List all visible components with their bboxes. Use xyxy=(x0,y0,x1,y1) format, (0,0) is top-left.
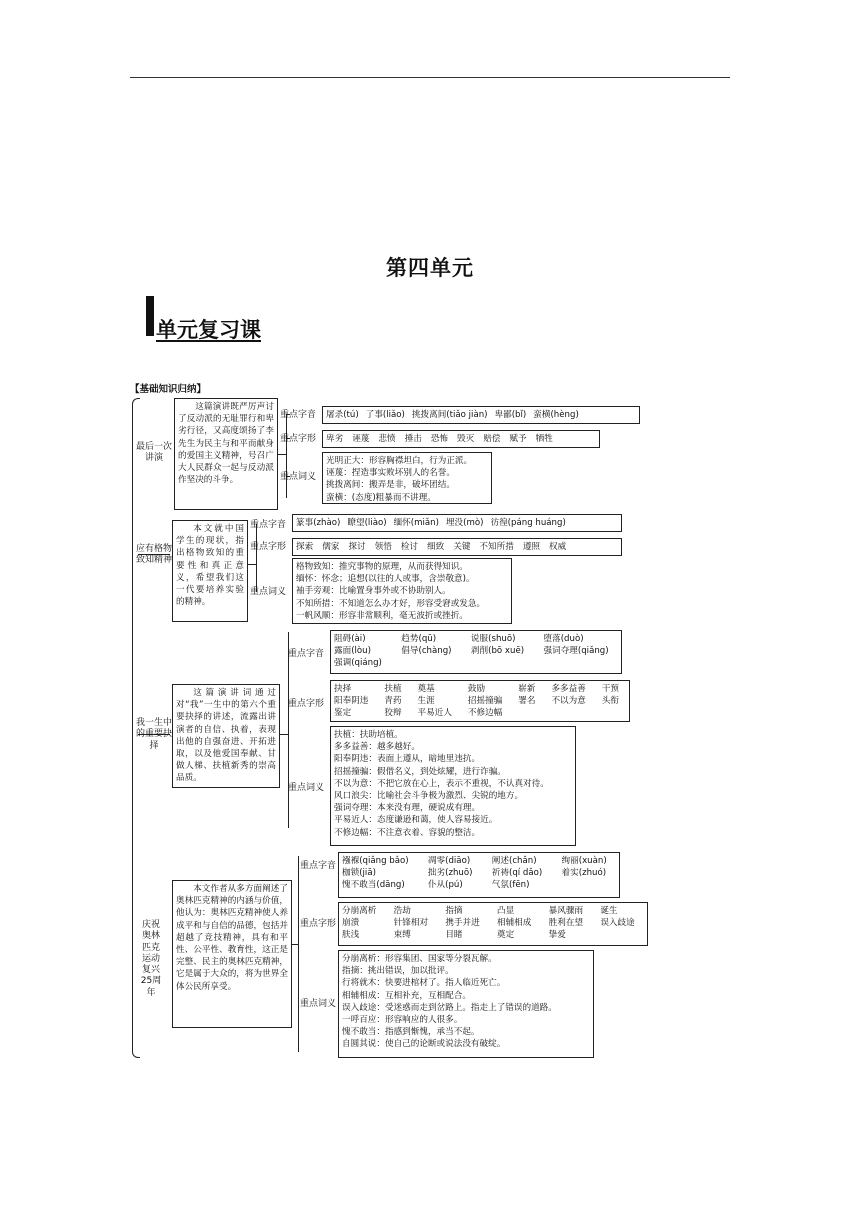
unit-summary: 本文作者从多方面阐述了奥林匹克精神的内涵与价值，他认为：奥林匹克精神使人养成平和与自信的品德，包括并超越了竞技精神，具有和平性、公平性、教育性，这正是完整、民主的奥林匹克精神，它是属于大众的，将为世界全体公民所享受。 xyxy=(172,880,292,1028)
vocab-box: 分崩离析：形容集团、国家等分裂瓦解。 指摘：挑出错误，加以批评。 行将就木：快要进棺材了。指人临近死亡。 相辅相成：互相补充，互相配合。 误入歧途：受迷惑而走到岔路上。指走上了错误的道路。 一呼百应：形容响应的人很多。 愧不敢当：指感到惭愧，承当不起。 自圆其说：使自己的论断或说法没有破绽。 xyxy=(338,950,594,1058)
shape-box: 抉择 扶植 奠基 鼓励 崭新 多多益善 干预 阳奉阴违 青药 生涯 招摇撞骗 署名 不以为意 头衔 鉴定 狡辩 平易近人 不修边幅 xyxy=(330,680,630,722)
pronunciation-box: 阻碍(ài) 趋势(qū) 说服(shuō) 堕落(duò) 露面(lòu) 倡导(chàng) 剥削(bō xuē) 强词夺理(qiǎng) 强调(qiáng) xyxy=(330,630,622,674)
category-pronunciation: 重点字音 xyxy=(250,520,287,530)
unit-label: 最后一次讲演 xyxy=(136,442,173,464)
unit-label: 应有格物致知精神 xyxy=(136,544,173,566)
category-pronunciation: 重点字音 xyxy=(300,861,337,871)
shape-box: 探索 儒家 探讨 领悟 检讨 细致 关键 不知所措 遵照 权威 xyxy=(292,538,622,556)
section-header: 【基础知识归纳】 xyxy=(130,384,207,395)
pronunciation-box: 襁褓(qiǎng bǎo) 凋零(diāo) 阐述(chǎn) 绚丽(xuàn) 枷锁(jiā) 拙劣(zhuō) 祈祷(qí dǎo) 着实(zhuó) 愧不敢当(dāng) 仆从(pú) 气氛(fēn) xyxy=(338,852,620,898)
unit-label: 庆祝奥林匹克运动复兴25周年 xyxy=(140,920,162,998)
lesson-title: 单元复习课 xyxy=(156,318,261,342)
unit-summary: 本文就中国学生的现状，指出格物致知的重要性和真正意义，希望我们这一代要培养实验的精神。 xyxy=(172,520,248,622)
unit-summary: 这篇演讲词通过对“我”一生中的第六个重要抉择的讲述，流露出讲演者的自信、执着，表现出他的自强奋进、开拓进取，以及他爱国奉献、甘做人梯、扶植新秀的崇高品质。 xyxy=(172,684,280,788)
unit-label: 我一生中的重要抉择 xyxy=(136,718,173,751)
category-pronunciation: 重点字音 xyxy=(280,410,317,420)
header-rule xyxy=(130,77,730,78)
knowledge-diagram xyxy=(130,384,670,1064)
category-shape: 重点字形 xyxy=(250,542,287,552)
category-vocab: 重点词义 xyxy=(288,783,325,793)
unit-summary: 这篇演讲既严厉声讨了反动派的无耻罪行和卑劣行径，又高度颂扬了李先生为民主与和平而献身的爱国主义精神，号召广大人民群众一起与反动派作坚决的斗争。 xyxy=(174,398,278,510)
category-shape: 重点字形 xyxy=(300,919,337,929)
vocab-box: 扶植：扶助培植。 多多益善：越多越好。 阳奉阴违：表面上遵从，暗地里违抗。 招摇撞骗：假借名义，到处炫耀，进行诈骗。 不以为意：不把它放在心上，表示不重视，不认真对待。 风口浪尖：比喻社会斗争极为激烈、尖锐的地方。 强词夺理：本来没有理，硬说成有理。 平易近人：态度谦逊和蔼，使人容易接近。 不修边幅：不注意衣着、容貌的整洁。 xyxy=(330,726,576,846)
category-shape: 重点字形 xyxy=(280,434,317,444)
unit-title: 第四单元 xyxy=(386,256,474,280)
shape-box: 卑劣 诬蔑 悲愤 捶击 恐怖 毁灭 赔偿 赋予 牺牲 xyxy=(322,430,600,448)
category-vocab: 重点词义 xyxy=(250,587,287,597)
vocab-box: 格物致知：推究事物的原理，从而获得知识。 缅怀：怀念；追想(以往的人或事，含崇敬意)。 袖手旁观：比喻置身事外或不协助别人。 不知所措：不知道怎么办才好，形容受窘或发急。 一帆风顺：形容非常顺利，毫无波折或挫折。 xyxy=(292,558,512,624)
pronunciation-box: 篆事(zhào) 瞭望(liào) 缅怀(miǎn) 埋没(mò) 彷徨(páng huáng) xyxy=(292,514,622,532)
vocab-box: 光明正大：形容胸襟坦白，行为正派。 诬蔑：捏造事实败坏别人的名誉。 挑拨离间：搬弄是非，破坏团结。 蛮横：(态度)粗暴而不讲理。 xyxy=(322,452,492,504)
category-vocab: 重点词义 xyxy=(300,999,337,1009)
lesson-title-bar xyxy=(146,296,154,336)
shape-box: 分崩离析 浩劫 指摘 凸显 暴风骤雨 诞生 崩溃 针锋相对 携手并进 相辅相成 胜利在望 误入歧途 肤浅 束缚 目睹 奠定 挚爱 xyxy=(338,902,648,946)
category-pronunciation: 重点字音 xyxy=(288,649,325,659)
category-shape: 重点字形 xyxy=(288,699,325,709)
pronunciation-box: 屠杀(tú) 了事(liǎo) 挑拨离间(tiǎo jiàn) 卑鄙(bǐ) 蛮横(hèng) xyxy=(322,406,640,424)
category-vocab: 重点词义 xyxy=(280,472,317,482)
